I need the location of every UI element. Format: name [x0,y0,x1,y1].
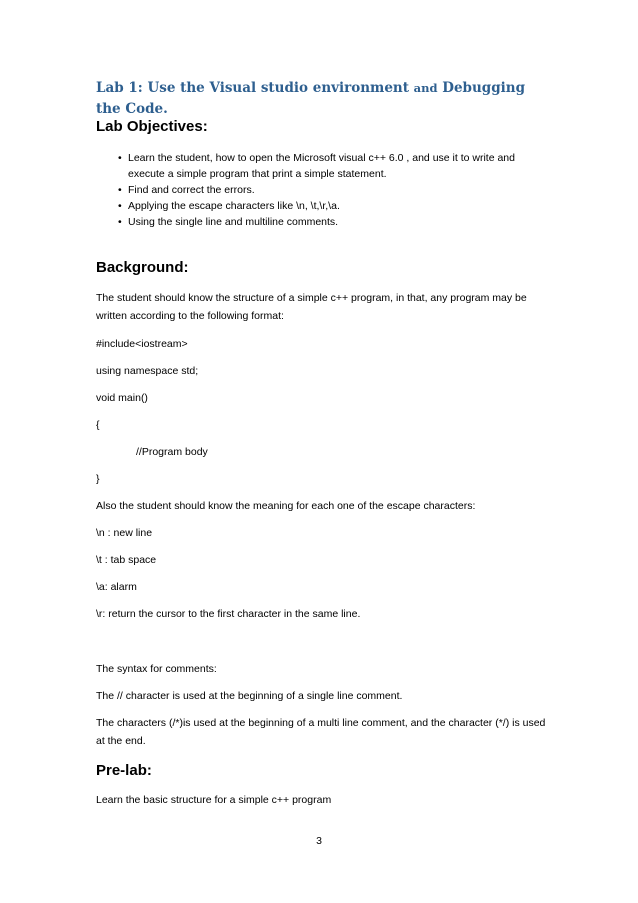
lab-title [96,78,536,120]
bullet-icon: • [118,152,122,164]
comment-single: The // character is used at the beginning of a single line comment. [96,690,403,702]
escape-alarm: \a: alarm [96,581,137,593]
objective-text: Applying the escape characters like \n, \t,\r,\a. [128,200,340,212]
lab-title-part3: Debugging the Code. [96,80,526,117]
lab-title-part1: Lab 1: Use the Visual studio environment [96,80,414,96]
objective-item [96,150,526,182]
objective-text: Find and correct the errors. [128,184,255,196]
code-namespace: using namespace std; [96,365,199,377]
prelab-heading: Pre-lab: [96,762,152,779]
escape-return: \r: return the cursor to the first character in the same line. [96,608,361,620]
bullet-icon: • [118,184,122,196]
bullet-icon: • [118,216,122,228]
objective-item [96,182,526,198]
lab-title-part2: and [413,81,438,95]
objective-text: Learn the student, how to open the Microsoft visual c++ 6.0 , and use it to write and execute a simple program that print a simple statement. [128,152,515,180]
background-heading: Background: [96,259,189,276]
objectives-heading: Lab Objectives: [96,118,208,135]
objective-item [96,198,526,214]
objectives-list [96,150,526,230]
escape-tab: \t : tab space [96,554,157,566]
bullet-icon: • [118,200,122,212]
prelab-text: Learn the basic structure for a simple c++ program [96,794,332,806]
escape-intro: Also the student should know the meaning for each one of the escape characters: [96,500,476,512]
code-close-brace: } [96,473,100,485]
code-include: #include<iostream> [96,338,188,350]
objective-text: Using the single line and multiline comments. [128,216,339,228]
objective-item [96,214,526,230]
background-intro: The student should know the structure of a simple c++ program, in that, any program may be written according to the following format: [96,292,527,322]
code-body: //Program body [136,446,208,458]
page-number: 3 [316,835,322,847]
code-main: void main() [96,392,148,404]
code-open-brace: { [96,419,100,431]
comment-multi: The characters (/*)is used at the beginning of a multi line comment, and the character (*/) is used at the end. [96,717,546,747]
comments-syntax: The syntax for comments: [96,663,217,675]
escape-newline: \n : new line [96,527,153,539]
